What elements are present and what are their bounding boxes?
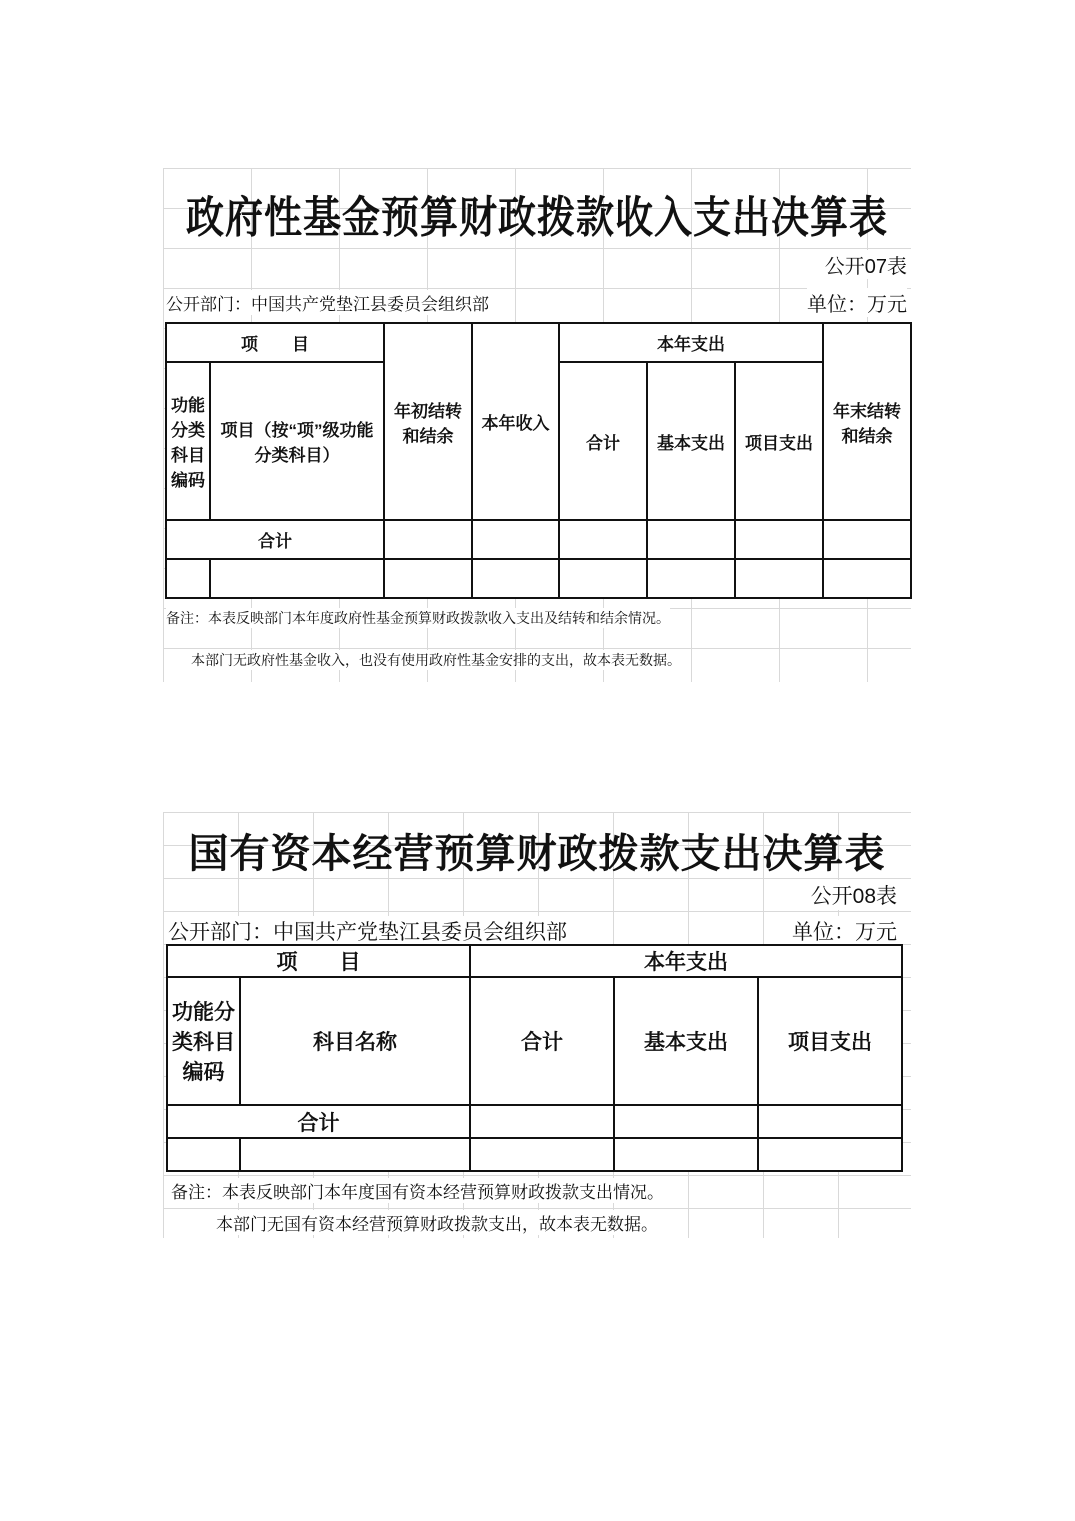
remark-line-no-data: 本部门无国有资本经营预算财政拨款支出，故本表无数据。 xyxy=(216,1210,658,1235)
department-label: 公开部门：中国共产党垫江县委员会组织部 xyxy=(168,916,567,946)
table-cell xyxy=(559,559,647,598)
header-basic-expense: 基本支出 xyxy=(647,362,735,520)
header-subject-name: 科目名称 xyxy=(240,977,470,1105)
header-current-expense: 本年支出 xyxy=(559,323,823,362)
table-cell xyxy=(472,559,559,598)
header-function-code: 功能分类科目编码 xyxy=(167,977,240,1105)
total-row-label: 合计 xyxy=(166,520,384,559)
remark-line: 备注：本表反映部门本年度国有资本经营预算财政拨款支出情况。 xyxy=(171,1178,664,1203)
sheet-title: 政府性基金预算财政拨款收入支出决算表 xyxy=(185,194,888,243)
table-cell xyxy=(384,520,472,559)
header-total: 合计 xyxy=(470,977,614,1105)
header-current-expense: 本年支出 xyxy=(470,945,902,977)
header-project-expense: 项目支出 xyxy=(758,977,902,1105)
final-accounts-table xyxy=(165,322,912,599)
form-code: 公开08表 xyxy=(811,880,897,910)
table-cell xyxy=(167,1138,240,1171)
table-cell xyxy=(166,559,210,598)
header-item: 项 目 xyxy=(166,323,384,362)
table-cell xyxy=(758,1105,902,1138)
table-cell xyxy=(614,1138,758,1171)
header-project-expense: 项目支出 xyxy=(735,362,823,520)
table-cell xyxy=(823,559,911,598)
header-total: 合计 xyxy=(559,362,647,520)
table-cell xyxy=(735,559,823,598)
header-function-code: 功能分类科目编码 xyxy=(166,362,210,520)
table-cell xyxy=(210,559,384,598)
header-current-income: 本年收入 xyxy=(472,323,559,520)
table-cell xyxy=(758,1138,902,1171)
remark-line-no-data: 本部门无政府性基金收入，也没有使用政府性基金安排的支出，故本表无数据。 xyxy=(191,652,681,668)
table-cell xyxy=(614,1105,758,1138)
table-cell xyxy=(472,520,559,559)
final-accounts-table xyxy=(166,944,903,1172)
table-cell xyxy=(240,1138,470,1171)
table-row xyxy=(167,1138,902,1171)
total-row-label: 合计 xyxy=(167,1105,470,1138)
sheet-title: 国有资本经营预算财政拨款支出决算表 xyxy=(188,832,886,876)
unit-label: 单位：万元 xyxy=(792,916,897,946)
table-cell xyxy=(647,520,735,559)
header-basic-expense: 基本支出 xyxy=(614,977,758,1105)
table-row xyxy=(167,1105,902,1138)
remark-line: 备注：本表反映部门本年度政府性基金预算财政拨款收入支出及结转和结余情况。 xyxy=(166,610,670,626)
table-cell xyxy=(735,520,823,559)
form-code: 公开07表 xyxy=(825,250,907,279)
header-item: 项 目 xyxy=(167,945,470,977)
header-opening-balance: 年初结转和结余 xyxy=(384,323,472,520)
unit-label: 单位：万元 xyxy=(807,288,907,317)
table-cell xyxy=(559,520,647,559)
table-cell xyxy=(647,559,735,598)
header-closing-balance: 年末结转和结余 xyxy=(823,323,911,520)
table-cell xyxy=(384,559,472,598)
government-fund-sheet xyxy=(163,168,911,682)
table-row xyxy=(166,520,911,559)
table-cell xyxy=(823,520,911,559)
table-cell xyxy=(470,1138,614,1171)
department-label: 公开部门：中国共产党垫江县委员会组织部 xyxy=(166,290,489,315)
table-cell xyxy=(470,1105,614,1138)
table-row xyxy=(166,559,911,598)
state-capital-sheet xyxy=(163,812,911,1238)
header-item-name: 项目（按“项”级功能分类科目） xyxy=(210,362,384,520)
